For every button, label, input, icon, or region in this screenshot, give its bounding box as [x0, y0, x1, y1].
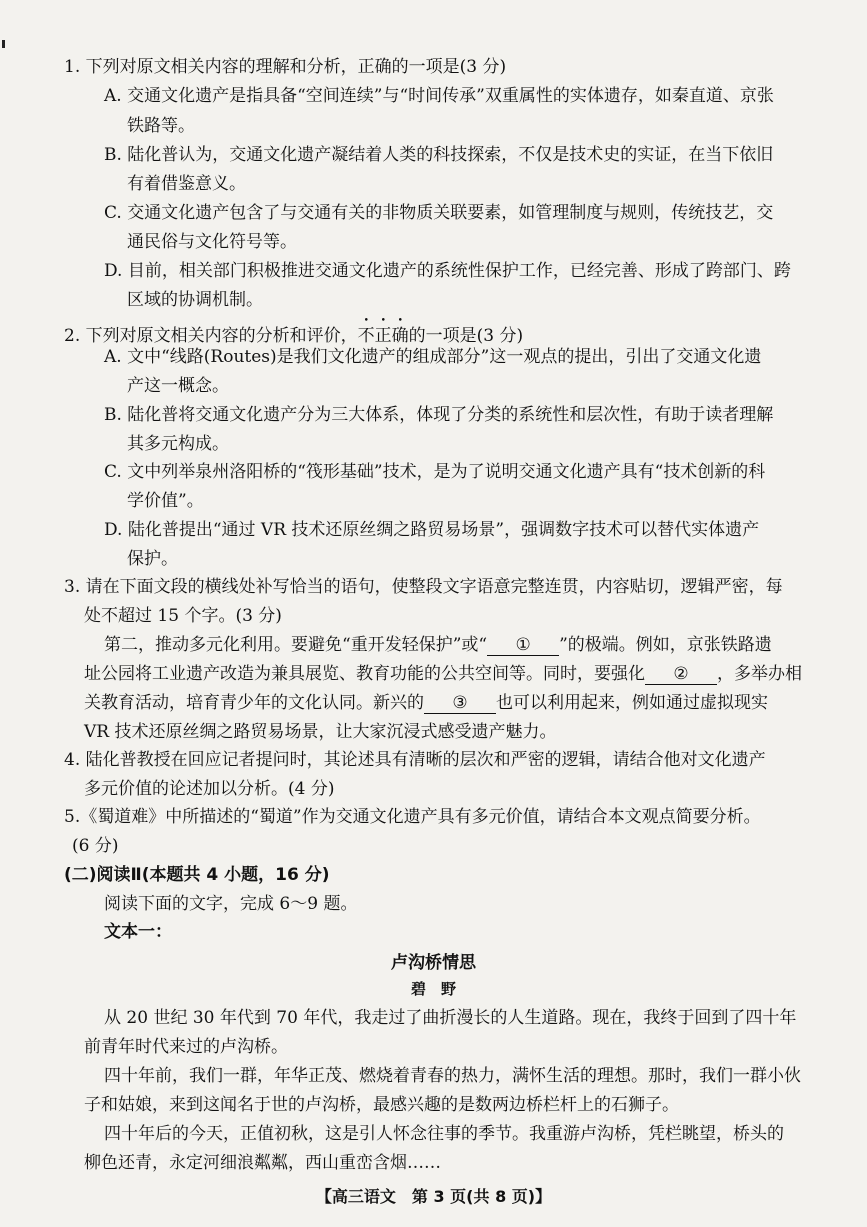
q1-option-a-cont: 铁路等。: [127, 116, 195, 136]
q1-option-d-cont: 区域的协调机制。: [127, 290, 263, 310]
scan-mark: [2, 40, 5, 48]
article-p3-line2: 柳色还青，永定河细浪粼粼，西山重峦含烟……: [84, 1153, 441, 1173]
q3-passage-line4: VR 技术还原丝绸之路贸易场景，让大家沉浸式感受遗产魅力。: [84, 722, 557, 742]
q2-option-d: D. 陆化普提出“通过 VR 技术还原丝绸之路贸易场景”，强调数字技术可以替代实体遗产: [104, 520, 760, 540]
q4-stem-cont: 多元价值的论述加以分析。(4 分): [84, 779, 335, 799]
q1-option-a: A. 交通文化遗产是指具备“空间连续”与“时间传承”双重属性的实体遗存，如秦直道、京张: [104, 86, 774, 106]
q1-option-d: D. 目前，相关部门积极推进交通文化遗产的系统性保护工作，已经完善、形成了跨部门、跨: [104, 261, 791, 281]
blank-3[interactable]: ③: [424, 693, 496, 714]
q2-stem: 2. 下列对原文相关内容的分析和评价，不正确的一项是(3 分): [64, 326, 524, 346]
q3-stem-cont: 处不超过 15 个字。(3 分): [84, 606, 282, 626]
q1-option-c: C. 交通文化遗产包含了与交通有关的非物质关联要素，如管理制度与规则，传统技艺，交: [104, 203, 774, 223]
article-p2-line2: 子和姑娘，来到这闻名于世的卢沟桥，最感兴趣的是数两边桥栏杆上的石狮子。: [84, 1095, 679, 1115]
article-author: 碧 野: [410, 980, 456, 998]
q5-stem: 5.《蜀道难》中所描述的“蜀道”作为交通文化遗产具有多元价值，请结合本文观点简要分析。: [64, 807, 761, 827]
q2-option-c-cont: 学价值”。: [127, 491, 204, 511]
q2-option-a: A. 文中“线路(Routes)是我们文化遗产的组成部分”这一观点的提出，引出了交通文化遗: [104, 347, 762, 367]
q1-stem: 1. 下列对原文相关内容的理解和分析，正确的一项是(3 分): [64, 57, 507, 77]
q4-stem: 4. 陆化普教授在回应记者提问时，其论述具有清晰的层次和严密的逻辑，请结合他对文化遗产: [64, 750, 766, 770]
q5-stem-cont: (6 分): [72, 836, 119, 856]
q1-option-b-cont: 有着借鉴意义。: [127, 174, 246, 194]
q3-passage-line3: 关教育活动，培育青少年的文化认同。新兴的 ③ 也可以利用起来，例如通过虚拟现实: [84, 693, 768, 713]
blank-1[interactable]: ①: [487, 635, 559, 656]
q2-option-a-cont: 产这一概念。: [127, 376, 229, 396]
q1-option-b: B. 陆化普认为，交通文化遗产凝结着人类的科技探索，不仅是技术史的实证，在当下依旧: [104, 145, 774, 165]
article-p2-line1: 四十年前，我们一群，年华正茂、燃烧着青春的热力，满怀生活的理想。那时，我们一群小伙: [104, 1066, 801, 1086]
q2-option-b-cont: 其多元构成。: [127, 434, 229, 454]
article-p3-line1: 四十年后的今天，正值初秋，这是引人怀念往事的季节。我重游卢沟桥，凭栏眺望，桥头的: [104, 1124, 784, 1144]
section-2-heading: (二)阅读Ⅱ(本题共 4 小题，16 分): [64, 865, 330, 885]
q1-option-c-cont: 通民俗与文化符号等。: [127, 232, 297, 252]
q3-passage-line2: 址公园将工业遗产改造为兼具展览、教育功能的公共空间等。同时，要强化 ② ，多举办相: [84, 664, 802, 684]
section-2-instruction: 阅读下面的文字，完成 6～9 题。: [104, 894, 358, 914]
blank-2[interactable]: ②: [645, 664, 717, 685]
q2-option-b: B. 陆化普将交通文化遗产分为三大体系，体现了分类的系统性和层次性，有助于读者理解: [104, 405, 774, 425]
text-one-label: 文本一：: [104, 922, 172, 942]
q3-passage-line1: 第二，推动多元化利用。要避免“重开发轻保护”或“ ① ”的极端。例如，京张铁路遗: [104, 635, 772, 655]
q3-stem: 3. 请在下面文段的横线处补写恰当的语句，使整段文字语意完整连贯，内容贴切，逻辑严密，每: [64, 577, 783, 597]
q2-option-c: C. 文中列举泉州洛阳桥的“筏形基础”技术，是为了说明交通文化遗产具有“技术创新的科: [104, 462, 766, 482]
q2-option-d-cont: 保护。: [127, 549, 178, 569]
article-p1-line2: 前青年时代来过的卢沟桥。: [84, 1037, 288, 1057]
page-footer: 【高三语文 第 3 页(共 8 页)】: [315, 1187, 552, 1206]
article-title: 卢沟桥情思: [391, 953, 476, 973]
article-p1-line1: 从 20 世纪 30 年代到 70 年代，我走过了曲折漫长的人生道路。现在，我终于回到了四十年: [104, 1008, 797, 1028]
q2-emphasis: 不正确: [357, 326, 409, 346]
